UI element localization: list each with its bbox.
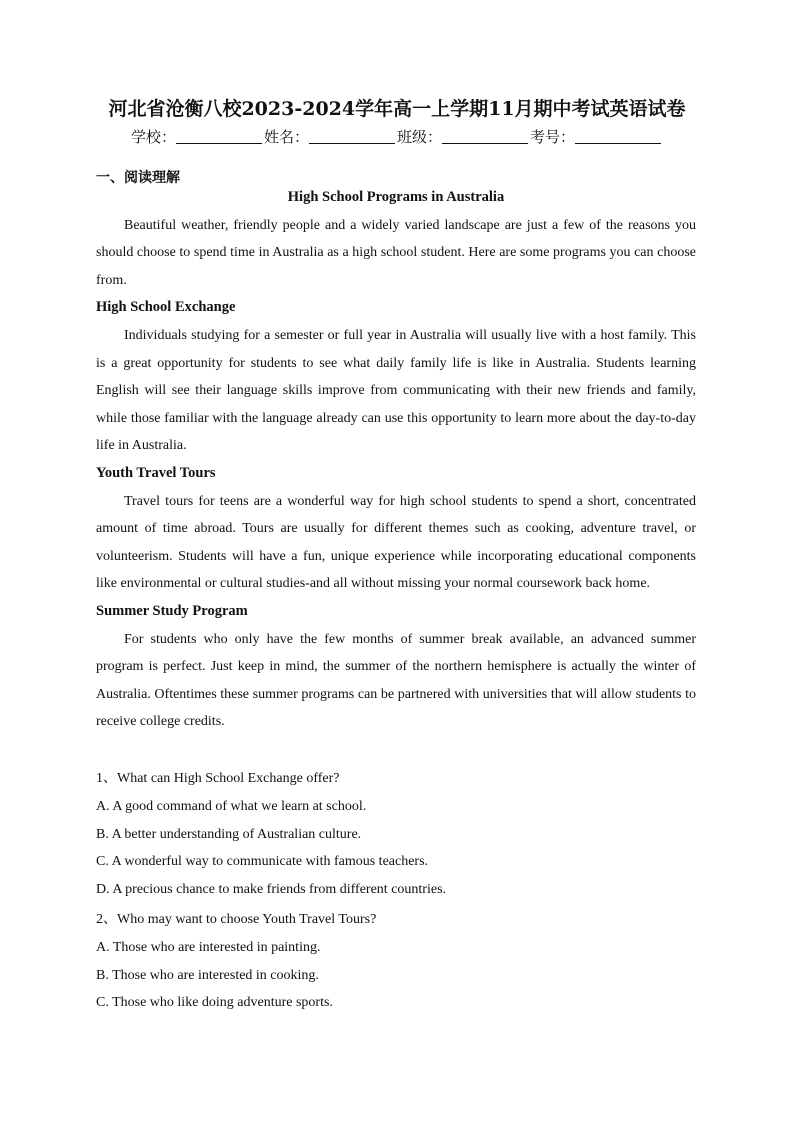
question-option: C. Those who like doing adventure sports. xyxy=(96,995,333,1010)
question-stem: 1、What can High School Exchange offer? xyxy=(96,771,340,786)
question-stem: 2、Who may want to choose Youth Travel Tours? xyxy=(96,912,377,927)
exam-number-blank[interactable] xyxy=(575,129,661,144)
class-label: 班级： xyxy=(397,128,443,146)
question-item xyxy=(96,905,696,1017)
question-list xyxy=(96,764,696,1017)
passage-subheading: Summer Study Program xyxy=(96,602,248,619)
exam-number-field xyxy=(530,126,663,147)
passage-paragraph: Individuals studying for a semester or full year in Australia will usually live with a host family. This is a great opportunity for students to see what daily family life is like in Australia. Students learning English will see their language skills improve from communicating with their new friends and family, while those familiar with the language already can use this opportunity to learn more about the day-to-day life in Australia. xyxy=(96,327,696,454)
question-option: B. Those who are interested in cooking. xyxy=(96,967,319,983)
name-blank[interactable] xyxy=(309,129,395,144)
section-heading: 一、阅读理解 xyxy=(96,170,180,186)
passage-subheading: High School Exchange xyxy=(96,299,236,316)
class-blank[interactable] xyxy=(442,129,528,144)
question-option: B. A better understanding of Australian culture. xyxy=(96,826,362,842)
passage-subheading: Youth Travel Tours xyxy=(96,464,216,481)
school-blank[interactable] xyxy=(176,129,262,144)
question-item xyxy=(96,764,696,903)
school-label: 学校： xyxy=(130,128,176,146)
student-info-row xyxy=(0,126,794,147)
school-field xyxy=(131,126,264,147)
passage-paragraph: For students who only have the few months of summer break available, an advanced summer program is perfect. Just keep in mind, the summer of the northern hemisphere is actually the winter of Australia. Oftentimes these summer programs can be partnered with universities that will allow students to receive college credits. xyxy=(96,631,696,730)
reading-passage xyxy=(96,184,696,736)
passage-title: High School Programs in Australia xyxy=(287,189,505,205)
class-field xyxy=(397,126,530,147)
exam-number-label: 考号： xyxy=(530,128,576,146)
exam-title: 河北省沧衡八校2023-2024学年高一上学期11月期中考试英语试卷 xyxy=(108,98,686,120)
name-field xyxy=(264,126,397,147)
question-option: A. A good command of what we learn at school. xyxy=(96,799,367,814)
question-option: D. A precious chance to make friends from different countries. xyxy=(96,881,447,897)
passage-intro: Beautiful weather, friendly people and a widely varied landscape are just a few of the reasons you should choose to spend time in Australia as a high school student. Here are some programs you can choose from. xyxy=(96,217,696,288)
question-option: C. A wonderful way to communicate with famous teachers. xyxy=(96,854,429,869)
name-label: 姓名： xyxy=(263,128,309,146)
passage-paragraph: Travel tours for teens are a wonderful way for high school students to spend a short, concentrated amount of time abroad. Tours are usually for different themes such as cooking, adventure travel, or volunteerism. Students will have a fun, unique experience while incorporating educational components like environmental or cultural studies-and all without missing your normal coursework back home. xyxy=(96,493,696,592)
question-option: A. Those who are interested in painting. xyxy=(96,940,321,955)
